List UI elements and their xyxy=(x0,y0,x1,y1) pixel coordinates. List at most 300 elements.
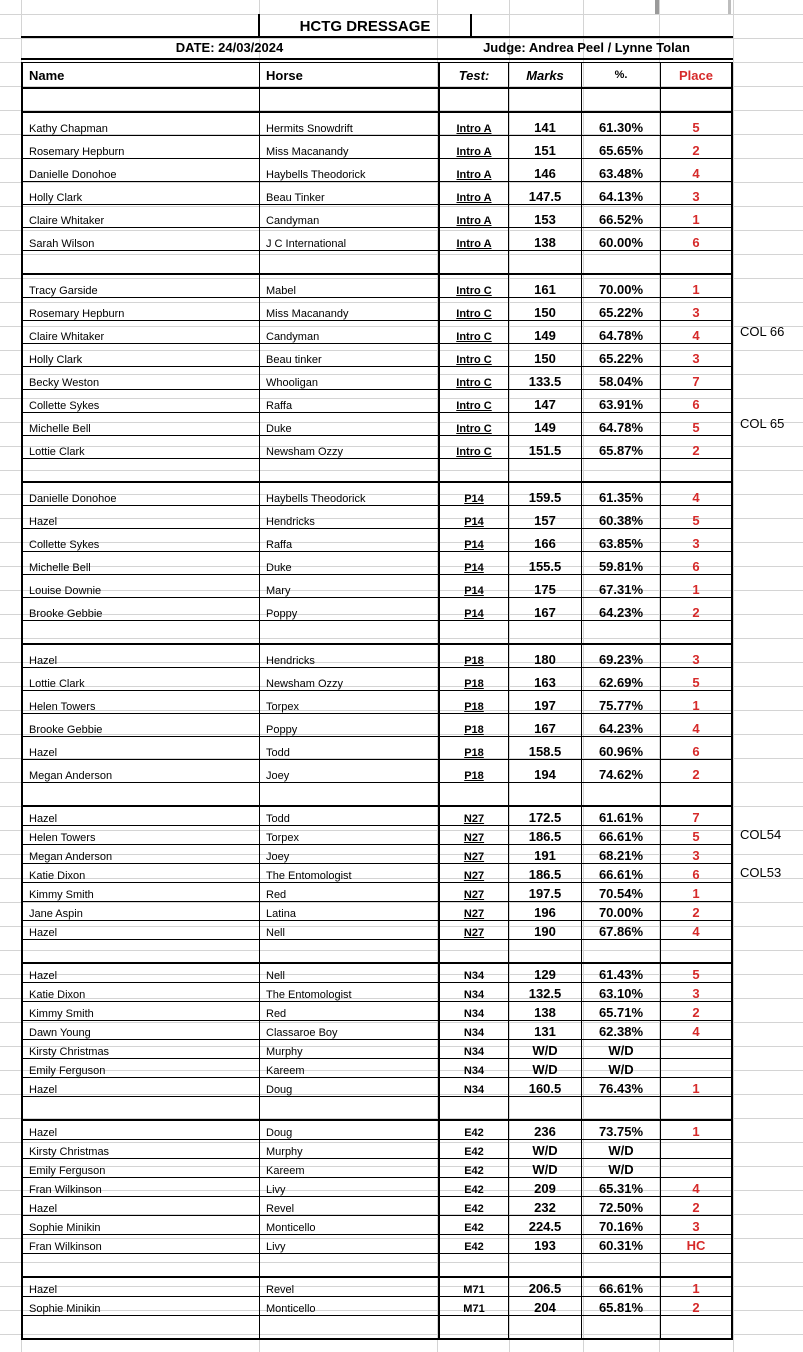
horse-cell[interactable]: Haybells Theodorick xyxy=(260,482,440,506)
column-note[interactable]: COL 65 xyxy=(740,416,785,431)
place-cell[interactable] xyxy=(661,1140,733,1159)
name-cell[interactable]: Kirsty Christmas xyxy=(22,1040,260,1059)
name-cell[interactable]: Danielle Donohoe xyxy=(22,159,260,182)
place-cell[interactable]: 2 xyxy=(661,1197,733,1216)
name-cell[interactable]: Kathy Chapman xyxy=(22,112,260,136)
place-cell[interactable]: 1 xyxy=(661,1277,733,1297)
name-cell[interactable]: Collette Sykes xyxy=(22,390,260,413)
marks-cell[interactable]: 180 xyxy=(509,644,582,668)
place-cell[interactable]: 6 xyxy=(661,552,733,575)
empty-cell[interactable] xyxy=(509,1316,582,1340)
place-cell[interactable]: 5 xyxy=(661,413,733,436)
empty-cell[interactable] xyxy=(260,940,440,964)
place-cell[interactable]: 7 xyxy=(661,367,733,390)
horse-cell[interactable]: Torpex xyxy=(260,691,440,714)
percent-cell[interactable]: 61.61% xyxy=(582,806,661,826)
percent-cell[interactable]: 67.31% xyxy=(582,575,661,598)
percent-cell[interactable]: 65.65% xyxy=(582,136,661,159)
test-cell[interactable]: N34 xyxy=(439,1040,509,1059)
percent-cell[interactable]: 65.31% xyxy=(582,1178,661,1197)
horse-cell[interactable]: Kareem xyxy=(260,1159,440,1178)
name-cell[interactable]: Holly Clark xyxy=(22,344,260,367)
empty-cell[interactable] xyxy=(582,783,661,807)
horse-cell[interactable]: Nell xyxy=(260,963,440,983)
horse-cell[interactable]: Red xyxy=(260,883,440,902)
marks-cell[interactable]: 158.5 xyxy=(509,737,582,760)
marks-cell[interactable]: 138 xyxy=(509,228,582,251)
test-cell[interactable]: Intro A xyxy=(439,228,509,251)
test-cell[interactable]: E42 xyxy=(439,1235,509,1254)
horse-cell[interactable]: Red xyxy=(260,1002,440,1021)
test-cell[interactable]: Intro C xyxy=(439,367,509,390)
test-cell[interactable]: N27 xyxy=(439,902,509,921)
test-cell[interactable]: E42 xyxy=(439,1159,509,1178)
test-cell[interactable]: P14 xyxy=(439,482,509,506)
place-cell[interactable]: 3 xyxy=(661,344,733,367)
marks-cell[interactable]: 232 xyxy=(509,1197,582,1216)
marks-cell[interactable]: 190 xyxy=(509,921,582,940)
header-name[interactable]: Name xyxy=(22,63,260,89)
marks-cell[interactable]: 224.5 xyxy=(509,1216,582,1235)
test-cell[interactable]: Intro C xyxy=(439,344,509,367)
name-cell[interactable]: Hazel xyxy=(22,806,260,826)
name-cell[interactable]: Hazel xyxy=(22,1120,260,1140)
horse-cell[interactable]: Raffa xyxy=(260,390,440,413)
place-cell[interactable]: 2 xyxy=(661,902,733,921)
place-cell[interactable]: 7 xyxy=(661,806,733,826)
horse-cell[interactable]: Nell xyxy=(260,921,440,940)
marks-cell[interactable]: 147.5 xyxy=(509,182,582,205)
marks-cell[interactable]: 149 xyxy=(509,413,582,436)
name-cell[interactable]: Hazel xyxy=(22,506,260,529)
marks-cell[interactable]: 197 xyxy=(509,691,582,714)
horse-cell[interactable]: Poppy xyxy=(260,598,440,621)
column-note[interactable]: COL 66 xyxy=(740,324,785,339)
empty-cell[interactable] xyxy=(260,621,440,645)
test-cell[interactable]: Intro C xyxy=(439,298,509,321)
marks-cell[interactable]: 209 xyxy=(509,1178,582,1197)
percent-cell[interactable]: 63.48% xyxy=(582,159,661,182)
empty-cell[interactable] xyxy=(260,1097,440,1121)
horse-cell[interactable]: Miss Macanandy xyxy=(260,298,440,321)
marks-cell[interactable]: 191 xyxy=(509,845,582,864)
horse-cell[interactable]: Joey xyxy=(260,760,440,783)
name-cell[interactable]: Kimmy Smith xyxy=(22,883,260,902)
test-cell[interactable]: N34 xyxy=(439,1021,509,1040)
test-cell[interactable]: E42 xyxy=(439,1216,509,1235)
name-cell[interactable]: Michelle Bell xyxy=(22,552,260,575)
name-cell[interactable]: Helen Towers xyxy=(22,691,260,714)
percent-cell[interactable]: 74.62% xyxy=(582,760,661,783)
empty-cell[interactable] xyxy=(509,88,582,112)
place-cell[interactable]: 2 xyxy=(661,1002,733,1021)
place-cell[interactable]: 2 xyxy=(661,598,733,621)
empty-cell[interactable] xyxy=(582,459,661,483)
horse-cell[interactable]: Revel xyxy=(260,1197,440,1216)
empty-cell[interactable] xyxy=(582,88,661,112)
marks-cell[interactable]: 159.5 xyxy=(509,482,582,506)
empty-cell[interactable] xyxy=(661,1097,733,1121)
percent-cell[interactable]: 58.04% xyxy=(582,367,661,390)
empty-cell[interactable] xyxy=(260,1316,440,1340)
horse-cell[interactable]: Mary xyxy=(260,575,440,598)
horse-cell[interactable]: Todd xyxy=(260,806,440,826)
empty-cell[interactable] xyxy=(22,1254,260,1278)
empty-cell[interactable] xyxy=(22,940,260,964)
empty-cell[interactable] xyxy=(439,1316,509,1340)
percent-cell[interactable]: 70.54% xyxy=(582,883,661,902)
percent-cell[interactable]: 66.61% xyxy=(582,864,661,883)
empty-cell[interactable] xyxy=(661,251,733,275)
horse-cell[interactable]: Duke xyxy=(260,413,440,436)
marks-cell[interactable]: 129 xyxy=(509,963,582,983)
percent-cell[interactable]: 62.38% xyxy=(582,1021,661,1040)
percent-cell[interactable]: 65.71% xyxy=(582,1002,661,1021)
empty-cell[interactable] xyxy=(509,1097,582,1121)
empty-cell[interactable] xyxy=(260,88,440,112)
test-cell[interactable]: N27 xyxy=(439,826,509,845)
name-cell[interactable]: Hazel xyxy=(22,737,260,760)
percent-cell[interactable]: 61.35% xyxy=(582,482,661,506)
percent-cell[interactable]: 60.38% xyxy=(582,506,661,529)
name-cell[interactable]: Sarah Wilson xyxy=(22,228,260,251)
percent-cell[interactable]: 60.96% xyxy=(582,737,661,760)
empty-cell[interactable] xyxy=(661,1316,733,1340)
test-cell[interactable]: P18 xyxy=(439,668,509,691)
marks-cell[interactable]: 147 xyxy=(509,390,582,413)
empty-cell[interactable] xyxy=(439,1254,509,1278)
name-cell[interactable]: Michelle Bell xyxy=(22,413,260,436)
test-cell[interactable]: E42 xyxy=(439,1197,509,1216)
horse-cell[interactable]: Poppy xyxy=(260,714,440,737)
horse-cell[interactable]: Murphy xyxy=(260,1140,440,1159)
marks-cell[interactable]: 172.5 xyxy=(509,806,582,826)
empty-cell[interactable] xyxy=(509,459,582,483)
horse-cell[interactable]: Hendricks xyxy=(260,644,440,668)
empty-cell[interactable] xyxy=(582,940,661,964)
test-cell[interactable]: N27 xyxy=(439,883,509,902)
marks-cell[interactable]: 155.5 xyxy=(509,552,582,575)
test-cell[interactable]: P18 xyxy=(439,644,509,668)
marks-cell[interactable]: 167 xyxy=(509,598,582,621)
place-cell[interactable]: 1 xyxy=(661,1078,733,1097)
marks-cell[interactable]: 151.5 xyxy=(509,436,582,459)
name-cell[interactable]: Emily Ferguson xyxy=(22,1059,260,1078)
test-cell[interactable]: N34 xyxy=(439,983,509,1002)
empty-cell[interactable] xyxy=(22,459,260,483)
column-resize-handle[interactable] xyxy=(655,0,659,14)
marks-cell[interactable]: 150 xyxy=(509,298,582,321)
percent-cell[interactable]: 68.21% xyxy=(582,845,661,864)
test-cell[interactable]: E42 xyxy=(439,1140,509,1159)
horse-cell[interactable]: Haybells Theodorick xyxy=(260,159,440,182)
empty-cell[interactable] xyxy=(22,1097,260,1121)
percent-cell[interactable]: 66.61% xyxy=(582,826,661,845)
marks-cell[interactable]: 167 xyxy=(509,714,582,737)
place-cell[interactable]: 6 xyxy=(661,864,733,883)
place-cell[interactable]: 1 xyxy=(661,691,733,714)
column-note[interactable]: COL53 xyxy=(740,865,782,880)
test-cell[interactable]: P18 xyxy=(439,714,509,737)
test-cell[interactable]: P18 xyxy=(439,691,509,714)
percent-cell[interactable]: 64.78% xyxy=(582,321,661,344)
empty-cell[interactable] xyxy=(509,621,582,645)
name-cell[interactable]: Fran Wilkinson xyxy=(22,1235,260,1254)
marks-cell[interactable]: 196 xyxy=(509,902,582,921)
place-cell[interactable]: 4 xyxy=(661,714,733,737)
test-cell[interactable]: P14 xyxy=(439,575,509,598)
horse-cell[interactable]: Newsham Ozzy xyxy=(260,436,440,459)
horse-cell[interactable]: Beau Tinker xyxy=(260,182,440,205)
percent-cell[interactable]: 75.77% xyxy=(582,691,661,714)
horse-cell[interactable]: Newsham Ozzy xyxy=(260,668,440,691)
name-cell[interactable]: Jane Aspin xyxy=(22,902,260,921)
place-cell[interactable]: 3 xyxy=(661,845,733,864)
name-cell[interactable]: Claire Whitaker xyxy=(22,321,260,344)
empty-cell[interactable] xyxy=(22,621,260,645)
horse-cell[interactable]: Doug xyxy=(260,1078,440,1097)
place-cell[interactable]: 2 xyxy=(661,136,733,159)
test-cell[interactable]: Intro A xyxy=(439,112,509,136)
empty-cell[interactable] xyxy=(509,940,582,964)
empty-cell[interactable] xyxy=(661,88,733,112)
name-cell[interactable]: Hazel xyxy=(22,644,260,668)
place-cell[interactable]: 5 xyxy=(661,963,733,983)
percent-cell[interactable]: 64.13% xyxy=(582,182,661,205)
percent-cell[interactable]: 63.91% xyxy=(582,390,661,413)
empty-cell[interactable] xyxy=(260,1254,440,1278)
place-cell[interactable]: 5 xyxy=(661,668,733,691)
empty-cell[interactable] xyxy=(582,1097,661,1121)
test-cell[interactable]: P14 xyxy=(439,552,509,575)
empty-cell[interactable] xyxy=(582,251,661,275)
horse-cell[interactable]: Classaroe Boy xyxy=(260,1021,440,1040)
horse-cell[interactable]: Hendricks xyxy=(260,506,440,529)
marks-cell[interactable]: 146 xyxy=(509,159,582,182)
place-cell[interactable]: 6 xyxy=(661,737,733,760)
name-cell[interactable]: Hazel xyxy=(22,1197,260,1216)
percent-cell[interactable]: 65.81% xyxy=(582,1297,661,1316)
place-cell[interactable]: 2 xyxy=(661,1297,733,1316)
horse-cell[interactable]: Monticello xyxy=(260,1216,440,1235)
place-cell[interactable]: HC xyxy=(661,1235,733,1254)
horse-cell[interactable]: Candyman xyxy=(260,321,440,344)
empty-cell[interactable] xyxy=(22,783,260,807)
place-cell[interactable]: 2 xyxy=(661,760,733,783)
marks-cell[interactable]: 163 xyxy=(509,668,582,691)
place-cell[interactable]: 1 xyxy=(661,205,733,228)
marks-cell[interactable]: W/D xyxy=(509,1140,582,1159)
marks-cell[interactable]: W/D xyxy=(509,1159,582,1178)
empty-cell[interactable] xyxy=(260,251,440,275)
percent-cell[interactable]: 61.43% xyxy=(582,963,661,983)
test-cell[interactable]: Intro C xyxy=(439,413,509,436)
percent-cell[interactable]: 65.87% xyxy=(582,436,661,459)
percent-cell[interactable]: 72.50% xyxy=(582,1197,661,1216)
name-cell[interactable]: Hazel xyxy=(22,963,260,983)
name-cell[interactable]: Dawn Young xyxy=(22,1021,260,1040)
name-cell[interactable]: Sophie Minikin xyxy=(22,1297,260,1316)
percent-cell[interactable]: W/D xyxy=(582,1059,661,1078)
marks-cell[interactable]: 197.5 xyxy=(509,883,582,902)
name-cell[interactable]: Sophie Minikin xyxy=(22,1216,260,1235)
empty-cell[interactable] xyxy=(661,621,733,645)
percent-cell[interactable]: 70.00% xyxy=(582,902,661,921)
test-cell[interactable]: Intro A xyxy=(439,159,509,182)
place-cell[interactable]: 4 xyxy=(661,321,733,344)
test-cell[interactable]: M71 xyxy=(439,1297,509,1316)
percent-cell[interactable]: 60.00% xyxy=(582,228,661,251)
empty-cell[interactable] xyxy=(582,621,661,645)
name-cell[interactable]: Kirsty Christmas xyxy=(22,1140,260,1159)
marks-cell[interactable]: 186.5 xyxy=(509,826,582,845)
name-cell[interactable]: Holly Clark xyxy=(22,182,260,205)
place-cell[interactable]: 1 xyxy=(661,575,733,598)
percent-cell[interactable]: 67.86% xyxy=(582,921,661,940)
marks-cell[interactable]: 150 xyxy=(509,344,582,367)
test-cell[interactable]: P14 xyxy=(439,598,509,621)
place-cell[interactable]: 5 xyxy=(661,826,733,845)
empty-cell[interactable] xyxy=(22,1316,260,1340)
place-cell[interactable]: 1 xyxy=(661,274,733,298)
empty-cell[interactable] xyxy=(439,621,509,645)
test-cell[interactable]: P14 xyxy=(439,529,509,552)
horse-cell[interactable]: Livy xyxy=(260,1235,440,1254)
percent-cell[interactable]: 69.23% xyxy=(582,644,661,668)
name-cell[interactable]: Rosemary Hepburn xyxy=(22,298,260,321)
place-cell[interactable]: 1 xyxy=(661,1120,733,1140)
empty-cell[interactable] xyxy=(439,940,509,964)
empty-cell[interactable] xyxy=(439,88,509,112)
place-cell[interactable]: 4 xyxy=(661,1021,733,1040)
horse-cell[interactable]: Beau tinker xyxy=(260,344,440,367)
horse-cell[interactable]: Murphy xyxy=(260,1040,440,1059)
empty-cell[interactable] xyxy=(22,251,260,275)
horse-cell[interactable]: Miss Macanandy xyxy=(260,136,440,159)
empty-cell[interactable] xyxy=(661,1254,733,1278)
test-cell[interactable]: N27 xyxy=(439,921,509,940)
test-cell[interactable]: N34 xyxy=(439,1059,509,1078)
name-cell[interactable]: Emily Ferguson xyxy=(22,1159,260,1178)
place-cell[interactable] xyxy=(661,1040,733,1059)
percent-cell[interactable]: 59.81% xyxy=(582,552,661,575)
name-cell[interactable]: Danielle Donohoe xyxy=(22,482,260,506)
marks-cell[interactable]: 236 xyxy=(509,1120,582,1140)
empty-cell[interactable] xyxy=(509,251,582,275)
name-cell[interactable]: Fran Wilkinson xyxy=(22,1178,260,1197)
marks-cell[interactable]: 138 xyxy=(509,1002,582,1021)
test-cell[interactable]: Intro C xyxy=(439,321,509,344)
name-cell[interactable]: Louise Downie xyxy=(22,575,260,598)
marks-cell[interactable]: 160.5 xyxy=(509,1078,582,1097)
marks-cell[interactable]: 132.5 xyxy=(509,983,582,1002)
place-cell[interactable]: 4 xyxy=(661,921,733,940)
header-test[interactable]: Test: xyxy=(439,63,509,89)
test-cell[interactable]: N27 xyxy=(439,806,509,826)
header-percent[interactable]: %. xyxy=(582,63,661,89)
name-cell[interactable]: Kimmy Smith xyxy=(22,1002,260,1021)
empty-cell[interactable] xyxy=(439,1097,509,1121)
empty-cell[interactable] xyxy=(260,459,440,483)
horse-cell[interactable]: The Entomologist xyxy=(260,864,440,883)
place-cell[interactable]: 4 xyxy=(661,159,733,182)
test-cell[interactable]: Intro C xyxy=(439,274,509,298)
empty-cell[interactable] xyxy=(509,783,582,807)
empty-cell[interactable] xyxy=(260,783,440,807)
percent-cell[interactable]: 62.69% xyxy=(582,668,661,691)
percent-cell[interactable]: 64.23% xyxy=(582,598,661,621)
test-cell[interactable]: P14 xyxy=(439,506,509,529)
place-cell[interactable]: 3 xyxy=(661,298,733,321)
empty-cell[interactable] xyxy=(661,459,733,483)
name-cell[interactable]: Hazel xyxy=(22,921,260,940)
test-cell[interactable]: N34 xyxy=(439,1078,509,1097)
horse-cell[interactable]: Doug xyxy=(260,1120,440,1140)
name-cell[interactable]: Hazel xyxy=(22,1078,260,1097)
name-cell[interactable]: Collette Sykes xyxy=(22,529,260,552)
place-cell[interactable]: 4 xyxy=(661,482,733,506)
horse-cell[interactable]: The Entomologist xyxy=(260,983,440,1002)
test-cell[interactable]: Intro A xyxy=(439,182,509,205)
percent-cell[interactable]: 70.16% xyxy=(582,1216,661,1235)
percent-cell[interactable]: 66.52% xyxy=(582,205,661,228)
horse-cell[interactable]: Kareem xyxy=(260,1059,440,1078)
empty-cell[interactable] xyxy=(661,783,733,807)
horse-cell[interactable]: Candyman xyxy=(260,205,440,228)
empty-cell[interactable] xyxy=(439,459,509,483)
name-cell[interactable]: Megan Anderson xyxy=(22,845,260,864)
test-cell[interactable]: N34 xyxy=(439,1002,509,1021)
name-cell[interactable]: Lottie Clark xyxy=(22,436,260,459)
marks-cell[interactable]: 206.5 xyxy=(509,1277,582,1297)
test-cell[interactable]: Intro A xyxy=(439,205,509,228)
test-cell[interactable]: Intro C xyxy=(439,390,509,413)
marks-cell[interactable]: 141 xyxy=(509,112,582,136)
horse-cell[interactable]: Joey xyxy=(260,845,440,864)
column-note[interactable]: COL54 xyxy=(740,827,782,842)
horse-cell[interactable]: Todd xyxy=(260,737,440,760)
percent-cell[interactable]: 73.75% xyxy=(582,1120,661,1140)
test-cell[interactable]: P18 xyxy=(439,737,509,760)
header-marks[interactable]: Marks xyxy=(509,63,582,89)
place-cell[interactable] xyxy=(661,1159,733,1178)
name-cell[interactable]: Tracy Garside xyxy=(22,274,260,298)
horse-cell[interactable]: Mabel xyxy=(260,274,440,298)
place-cell[interactable]: 3 xyxy=(661,182,733,205)
empty-cell[interactable] xyxy=(661,940,733,964)
header-horse[interactable]: Horse xyxy=(260,63,440,89)
test-cell[interactable]: M71 xyxy=(439,1277,509,1297)
marks-cell[interactable]: 153 xyxy=(509,205,582,228)
empty-cell[interactable] xyxy=(439,783,509,807)
place-cell[interactable]: 5 xyxy=(661,112,733,136)
horse-cell[interactable]: Latina xyxy=(260,902,440,921)
horse-cell[interactable]: Monticello xyxy=(260,1297,440,1316)
name-cell[interactable]: Katie Dixon xyxy=(22,864,260,883)
percent-cell[interactable]: 76.43% xyxy=(582,1078,661,1097)
name-cell[interactable]: Claire Whitaker xyxy=(22,205,260,228)
test-cell[interactable]: Intro C xyxy=(439,436,509,459)
test-cell[interactable]: Intro A xyxy=(439,136,509,159)
place-cell[interactable]: 3 xyxy=(661,983,733,1002)
horse-cell[interactable]: Livy xyxy=(260,1178,440,1197)
test-cell[interactable]: E42 xyxy=(439,1120,509,1140)
horse-cell[interactable]: Torpex xyxy=(260,826,440,845)
percent-cell[interactable]: 66.61% xyxy=(582,1277,661,1297)
place-cell[interactable] xyxy=(661,1059,733,1078)
test-cell[interactable]: N27 xyxy=(439,864,509,883)
marks-cell[interactable]: 194 xyxy=(509,760,582,783)
